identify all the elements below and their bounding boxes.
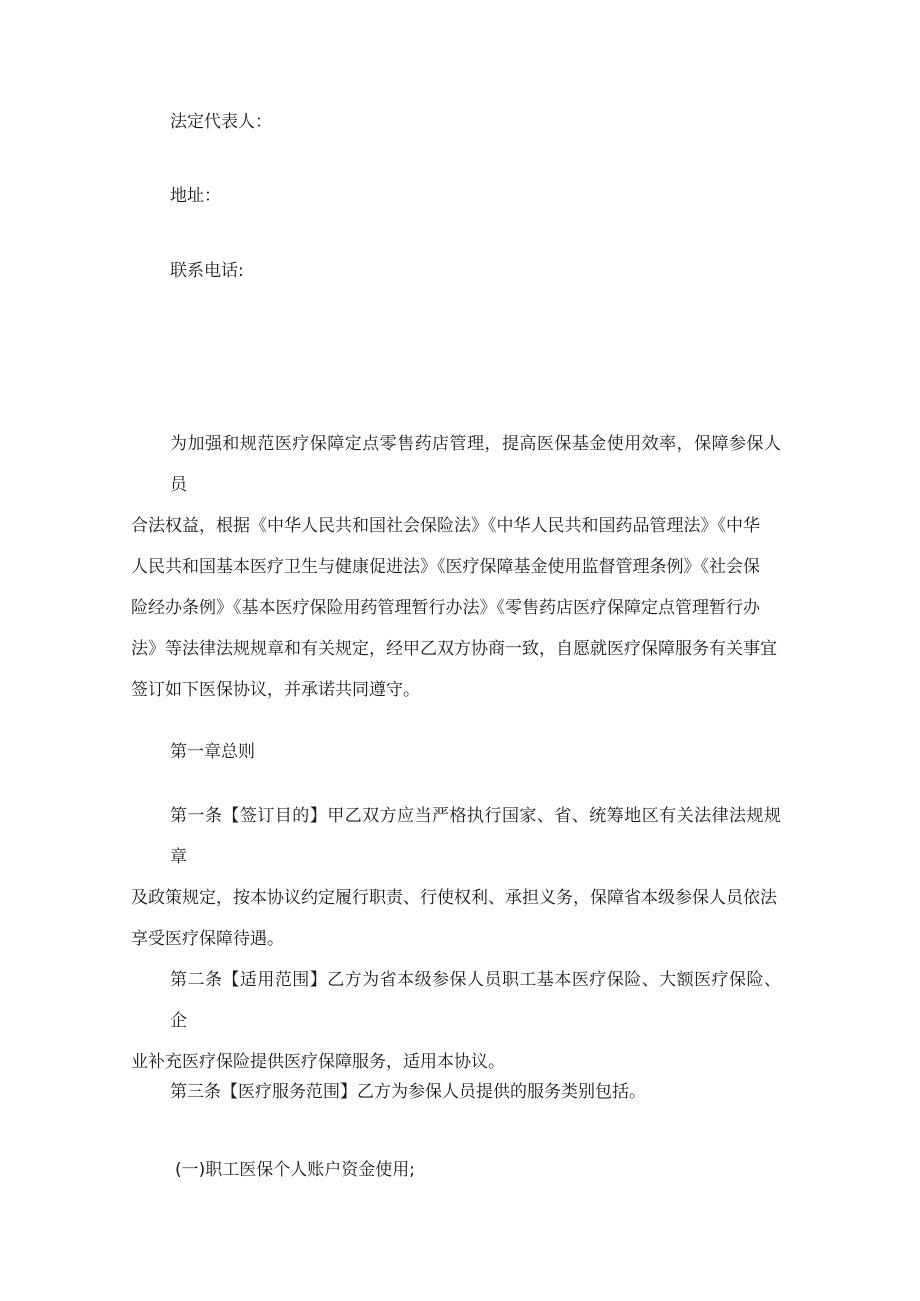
article-2-line: 业补充医疗保险提供医疗保障服务，适用本协议。 xyxy=(131,1052,505,1072)
article-1-line: 及政策规定，按本协议约定履行职责、行使权利、承担义务，保障省本级参保人员依法 xyxy=(131,888,777,908)
article-1 xyxy=(131,796,781,960)
article-3-text: 第三条【医疗服务范围】乙方为参保人员提供的服务类别包括。 xyxy=(170,1082,646,1102)
chapter-title: 第一章总则 xyxy=(170,742,255,762)
article-1-line: 享受医疗保障待遇。 xyxy=(131,929,284,949)
intro-line: 险经办条例》《基本医疗保险用药管理暂行办法》《零售药店医疗保障定点管理暂行办 xyxy=(131,598,760,618)
intro-line: 人民共和国基本医疗卫生与健康促进法》《医疗保障基金使用监督管理条例》《社会保 xyxy=(131,557,760,577)
list-item-text: (一)职工医保个人账户资金使用; xyxy=(175,1160,415,1180)
intro-line: 签订如下医保协议，并承诺共同遵守。 xyxy=(131,680,420,700)
intro-line: 合法权益，根据《中华人民共和国社会保险法》《中华人民共和国药品管理法》《中华 xyxy=(131,516,760,536)
phone-label: 联系电话: xyxy=(170,261,244,281)
intro-line: 为加强和规范医疗保障定点零售药店管理，提高医保基金使用效率，保障参保人员 xyxy=(170,434,781,495)
intro-line: 法》等法律法规规章和有关规定，经甲乙双方协商一致，自愿就医疗保障服务有关事宜 xyxy=(131,639,777,659)
article-1-line: 第一条【签订目的】甲乙双方应当严格执行国家、省、统筹地区有关法律法规规章 xyxy=(170,806,781,867)
article-2-line: 第二条【适用范围】乙方为省本级参保人员职工基本医疗保险、大额医疗保险、企 xyxy=(170,970,781,1031)
intro-paragraph xyxy=(131,424,781,711)
article-3 xyxy=(131,1072,781,1113)
legal-representative-label: 法定代表人： xyxy=(170,112,272,132)
address-label: 地址： xyxy=(170,186,221,206)
list-item-1 xyxy=(175,1150,825,1191)
article-2 xyxy=(131,960,781,1083)
chapter-1-heading xyxy=(131,732,781,773)
